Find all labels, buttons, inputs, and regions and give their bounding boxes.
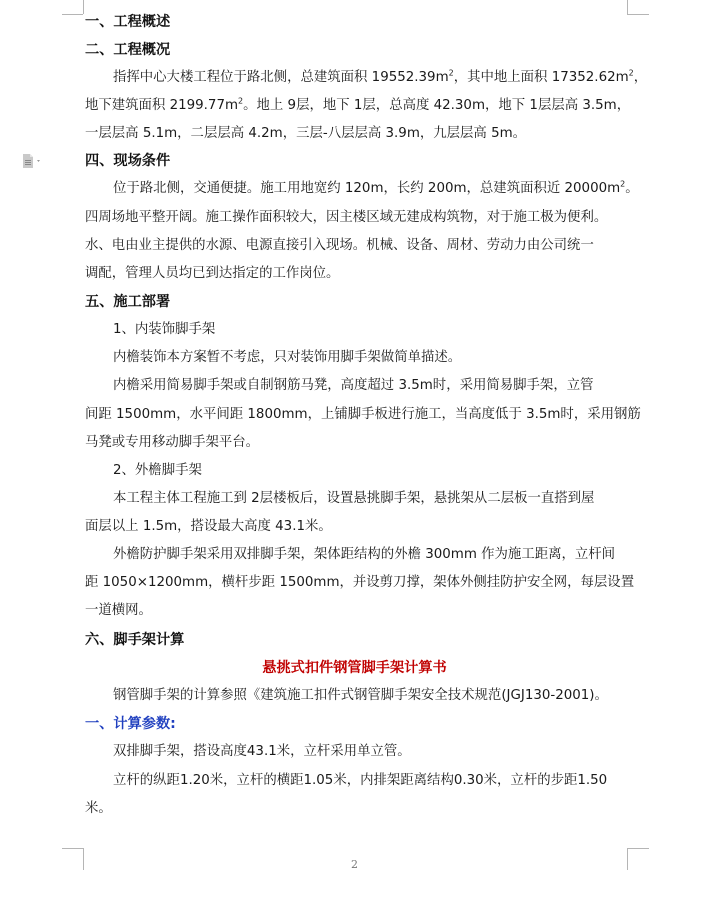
section-heading-1: 一、工程概述 bbox=[85, 14, 171, 30]
overview-line-3: 一层层高 5.1m，二层层高 4.2m，三层-八层层高 3.9m，九层层高 5m。 bbox=[85, 126, 527, 141]
calc-param-1: 双排脚手架，搭设高度43.1米，立杆采用单立管。 bbox=[113, 744, 411, 759]
overview-line-2: 地下建筑面积 $2199.77m^2$。地上 9层，地下 1层，总高度 42.30m，地下 1层层高 3.5m， bbox=[85, 96, 631, 113]
calc-title: 悬挑式扣件钢管脚手架计算书 bbox=[262, 660, 447, 676]
overview-line-1: 指挥中心大楼工程位于路北侧，总建筑面积 $19552.39m^2$，其中地上面积 $17352.62m^2$， bbox=[113, 68, 648, 85]
deploy-para-4-line-3: 一道横网。 bbox=[85, 603, 152, 618]
deploy-para-2-line-3: 马凳或专用移动脚手架平台。 bbox=[85, 435, 260, 450]
deploy-para-3-line-2: 面层以上 1.5m，搭设最大高度 43.1米。 bbox=[85, 519, 332, 534]
section-heading-5: 五、施工部署 bbox=[85, 294, 171, 310]
deploy-para-1: 内檐装饰本方案暂不考虑，只对装饰用脚手架做简单描述。 bbox=[113, 350, 462, 365]
paragraph-handle-icon[interactable] bbox=[22, 153, 44, 167]
calc-param-2-line-1: 立杆的纵距1.20米，立杆的横距1.05米，内排架距离结构0.30米，立杆的步距1.50 bbox=[113, 773, 608, 788]
page-number: 2 bbox=[351, 858, 358, 871]
section-heading-2: 二、工程概况 bbox=[85, 42, 171, 58]
site-line-3: 水、电由业主提供的水源、电源直接引入现场。机械、设备、周材、劳动力由公司统一 bbox=[85, 238, 594, 253]
deploy-para-4-line-2: 距 1050×1200mm，横杆步距 1500mm，并设剪刀撑，架体外侧挂防护安全网，每层设置 bbox=[85, 575, 635, 590]
calc-param-2-line-2: 米。 bbox=[85, 801, 112, 816]
subheading-exterior-scaffold: 2、外檐脚手架 bbox=[113, 463, 202, 478]
deploy-para-2-line-1: 内檐采用简易脚手架或自制钢筋马凳，高度超过 3.5m时，采用简易脚手架，立管 bbox=[113, 378, 594, 393]
calc-params-heading: 一、计算参数: bbox=[85, 716, 176, 732]
deploy-para-2-line-2: 间距 1500mm，水平间距 1800mm，上铺脚手板进行施工，当高度低于 3.5m时，采用钢筋 bbox=[85, 407, 641, 422]
section-heading-6: 六、脚手架计算 bbox=[85, 632, 185, 648]
section-heading-4: 四、现场条件 bbox=[85, 153, 171, 169]
deploy-para-4-line-1: 外檐防护脚手架采用双排脚手架，架体距结构的外檐 300mm 作为施工距离，立杆间 bbox=[113, 547, 616, 562]
site-line-1: 位于路北侧，交通便捷。施工用地宽约 120m，长约 200m，总建筑面积近 $20000m^2$。 bbox=[113, 179, 639, 196]
deploy-para-3-line-1: 本工程主体工程施工到 2层楼板后，设置悬挑脚手架，悬挑架从二层板一直搭到屋 bbox=[113, 491, 595, 506]
calc-intro: 钢管脚手架的计算参照《建筑施工扣件式钢管脚手架安全技术规范(JGJ130-2001)。 bbox=[113, 688, 608, 703]
site-line-4: 调配，管理人员均已到达指定的工作岗位。 bbox=[85, 266, 340, 281]
subheading-interior-scaffold: 1、内装饰脚手架 bbox=[113, 322, 216, 337]
site-line-2: 四周场地平整开阔。施工操作面积较大，因主楼区域无建成构筑物，对于施工极为便利。 bbox=[85, 210, 608, 225]
